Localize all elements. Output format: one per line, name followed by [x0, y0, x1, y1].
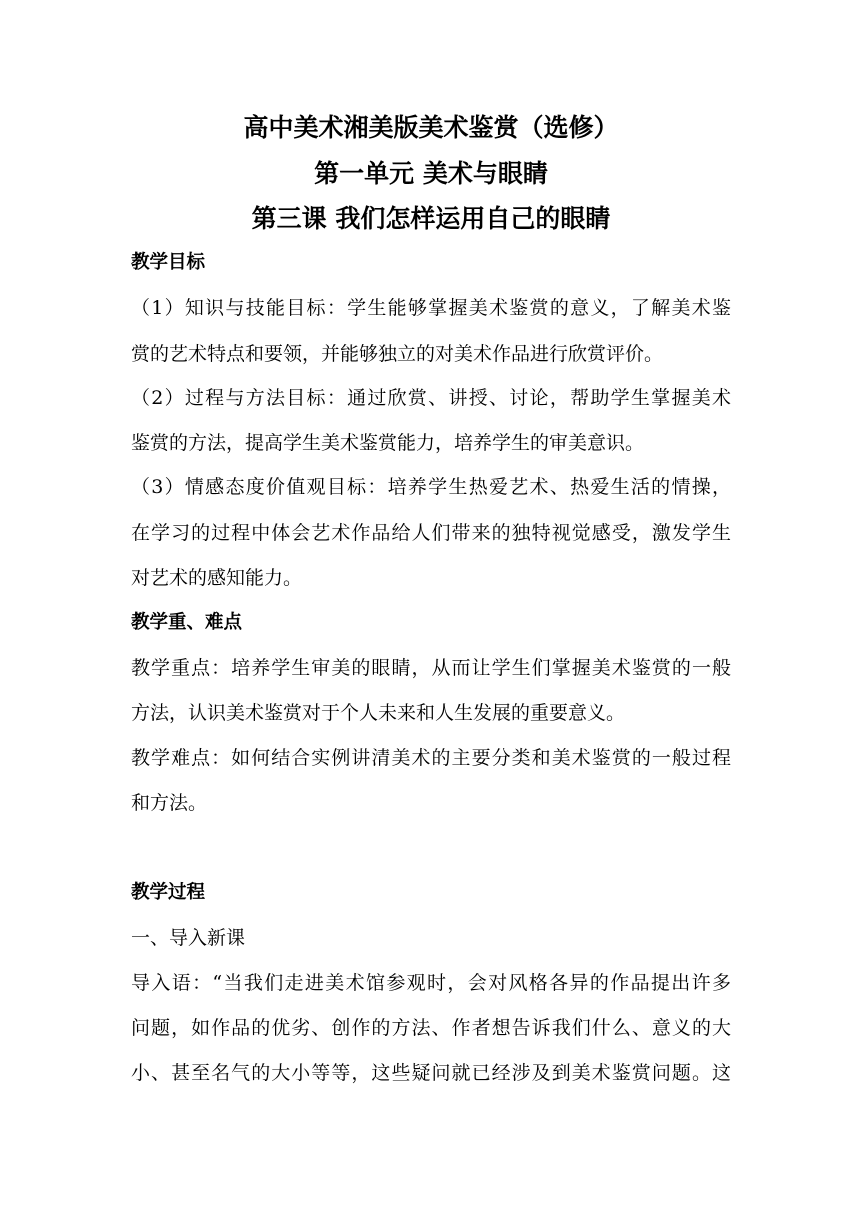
difficulty-line-1: 教学难点：如何结合实例讲清美术的主要分类和美术鉴赏的一般过程 [131, 747, 731, 769]
unit-title: 第一单元 美术与眼睛 [314, 159, 548, 188]
objective-2-line-1: （2）过程与方法目标：通过欣赏、讲授、讨论，帮助学生掌握美术 [131, 387, 731, 409]
key-points-heading: 教学重、难点 [131, 612, 243, 633]
lesson-title: 第三课 我们怎样运用自己的眼睛 [251, 204, 611, 233]
objective-3-line-1: （3）情感态度价值观目标：培养学生热爱艺术、热爱生活的情操， [131, 476, 731, 498]
objective-2-line-2: 鉴赏的方法，提高学生美术鉴赏能力，培养学生的审美意识。 [131, 432, 645, 454]
course-title: 高中美术湘美版美术鉴赏（选修） [243, 113, 619, 142]
difficulty-line-2: 和方法。 [131, 792, 208, 814]
intro-line-3: 小、甚至名气的大小等等，这些疑问就已经涉及到美术鉴赏问题。这 [131, 1062, 731, 1084]
objective-3-line-2: 在学习的过程中体会艺术作品给人们带来的独特视觉感受，激发学生 [131, 522, 731, 544]
focus-line-1: 教学重点：培养学生审美的眼睛，从而让学生们掌握美术鉴赏的一般 [131, 657, 731, 679]
intro-line-2: 问题，如作品的优劣、创作的方法、作者想告诉我们什么、意义的大 [131, 1017, 731, 1039]
step-1-heading: 一、导入新课 [131, 927, 246, 949]
objective-1-line-2: 赏的艺术特点和要领，并能够独立的对美术作品进行欣赏评价。 [131, 343, 664, 365]
intro-line-1: 导入语：“当我们走进美术馆参观时，会对风格各异的作品提出许多 [131, 972, 731, 994]
objective-1-line-1: （1）知识与技能目标：学生能够掌握美术鉴赏的意义，了解美术鉴 [131, 297, 731, 319]
process-heading: 教学过程 [131, 882, 206, 903]
objective-3-line-3: 对艺术的感知能力。 [131, 567, 303, 589]
focus-line-2: 方法，认识美术鉴赏对于个人未来和人生发展的重要意义。 [131, 702, 626, 724]
objectives-heading: 教学目标 [131, 252, 206, 273]
